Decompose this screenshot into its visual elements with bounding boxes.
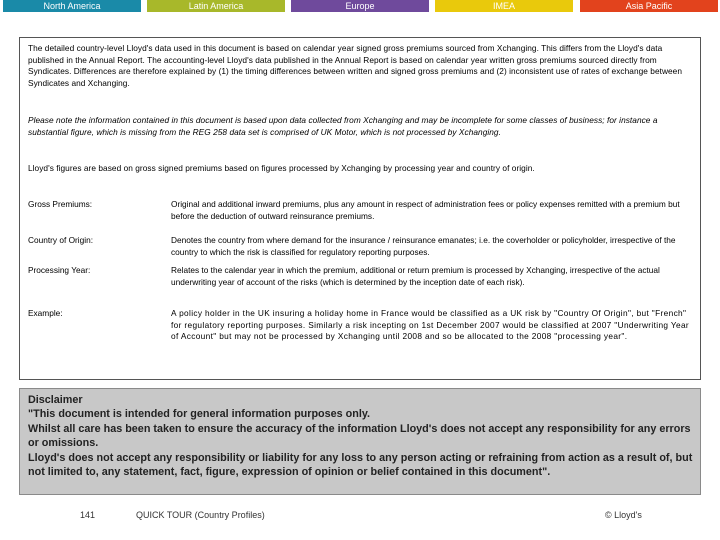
page-number: 141 (80, 510, 96, 520)
definition-description: Relates to the calendar year in which the premium, additional or return premium is processed by Xchanging, irrespective of the actual underwriting year of account of the risks (which is determined by the inception date of each risk). (171, 265, 660, 287)
definition-term: Processing Year: (28, 265, 91, 275)
tab-asia-pacific[interactable]: Asia Pacific (580, 0, 718, 12)
region-tabs (0, 0, 720, 14)
definition-description: A policy holder in the UK insuring a holiday home in France would be classified as a UK risk by "Country Of Origin", but "French" for regulatory reporting purposes. Similarly a risk incepting on 1st December 2007 would be classified at 2007 "Underwriting Year of Account" but may not be processed by Xchanging until 2008 and so be allocated to the 2008 "processing year". (171, 308, 690, 342)
tab-latin-america[interactable]: Latin America (147, 0, 285, 12)
footer-title: QUICK TOUR (Country Profiles) (136, 510, 265, 520)
disclaimer-box (19, 388, 701, 495)
methodology-notes-box (19, 37, 701, 380)
disclaimer-title: Disclaimer (28, 394, 83, 406)
data-source-paragraph: The detailed country-level Lloyd's data used in this document is based on calendar year signed gross premiums sourced from Xchanging. This differs from the Lloyd's data published in the Annual Report. The accounting-level Lloyd's data published in the Annual Report is based on calendar year written gross premiums sourced directly from Syndicates. Differences are therefore explained by (1) the timing differences between written and signed gross premiums and (2) inconsistent use of rates of exchange between Syndicates and Xchanging. (28, 43, 683, 88)
copyright-notice: © Lloyd's (605, 510, 642, 520)
data-completeness-note: Please note the information contained in this document is based upon data collected from Xchanging and may be incomplete for some classes of business; for instance a substantial figure, which is missing from the REG 258 data set is comprised of UK Motor, which is not processed by Xchanging. (28, 115, 658, 137)
disclaimer-line: Lloyd's does not accept any responsibility or liability for any loss to any person acting or refraining from action as a result of, but not limited to, any statement, fact, figure, expression of opinion or belief contained in this document". (28, 451, 696, 479)
definition-term: Gross Premiums: (28, 199, 93, 209)
definition-term: Example: (28, 308, 63, 318)
figures-basis-paragraph: Lloyd's figures are based on gross signed premiums based on figures processed by Xchanging by processing year and country of origin. (28, 163, 535, 173)
definition-description: Original and additional inward premiums, plus any amount in respect of administration fees or policy expenses remitted with a premium but before the deduction of outward reinsurance premiums. (171, 199, 680, 221)
disclaimer-line: Whilst all care has been taken to ensure the accuracy of the information Lloyd's does not accept any responsibility for any errors or omissions. (28, 422, 694, 450)
definition-term: Country of Origin: (28, 235, 94, 245)
definition-description: Denotes the country from where demand for the insurance / reinsurance emanates; i.e. the coverholder or policyholder, irrespective of the country to which the risk is classified for regulatory reporting purposes. (171, 235, 676, 257)
disclaimer-line: "This document is intended for general information purposes only. (28, 408, 371, 421)
tab-europe[interactable]: Europe (291, 0, 429, 12)
tab-imea[interactable]: IMEA (435, 0, 573, 12)
tab-north-america[interactable]: North America (3, 0, 141, 12)
